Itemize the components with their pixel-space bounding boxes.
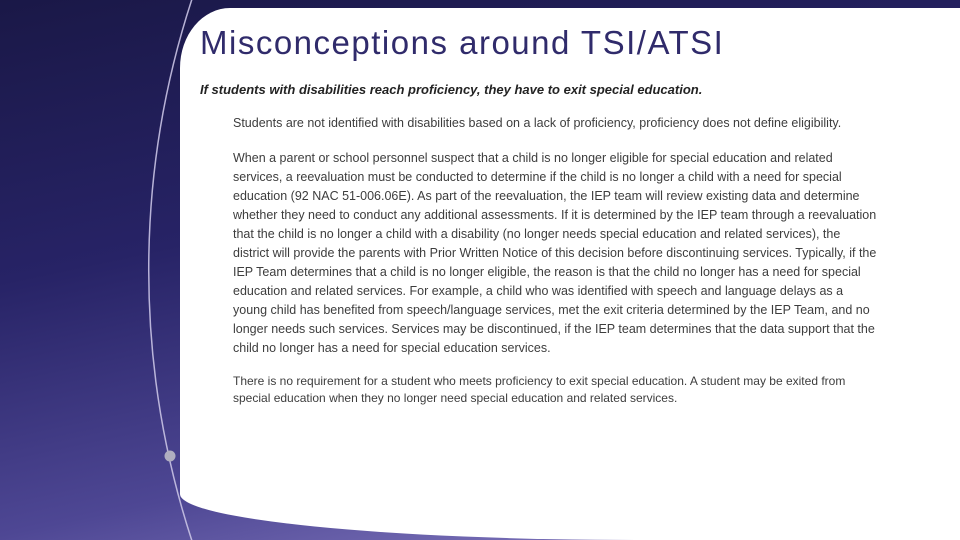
slide-content: [200, 24, 878, 406]
slide-title: Misconceptions around TSI/ATSI: [200, 24, 725, 61]
body-paragraph: When a parent or school personnel suspect that a child is no longer eligible for special education and related services, a reevaluation must be conducted to determine if the child is no longer a child with a need for special education (92 NAC 51-006.06E). As part of the reevaluation, the IEP team will review existing data and determine whether they need to conduct any additional assessments. If it is determined by the IEP team through a reevaluation that the child is no longer a child with a disability (no longer needs special education and related services), the district will provide the parents with Prior Written Notice of this decision before discontinuing services. Typically, if the IEP Team determines that a child is no longer eligible, the reason is that the child no longer has a need for special education and related services. For example, a child who was identified with speech and language delays as a young child has benefited from speech/language services, met the exit criteria determined by the IEP Team, and no longer needs such services. Services may be discontinued, if the IEP team determines that the data support that the child no longer has a need for special education services.: [233, 151, 877, 356]
body-paragraph: There is no requirement for a student who meets proficiency to exit special education. A student may be exited from special education when they no longer need special education and related services.: [233, 374, 846, 405]
slide-subtitle: If students with disabilities reach proficiency, they have to exit special education.: [200, 81, 703, 97]
arc-dot: [165, 451, 176, 462]
body-paragraph: Students are not identified with disabilities based on a lack of proficiency, proficiency does not define eligibility.: [233, 116, 842, 131]
